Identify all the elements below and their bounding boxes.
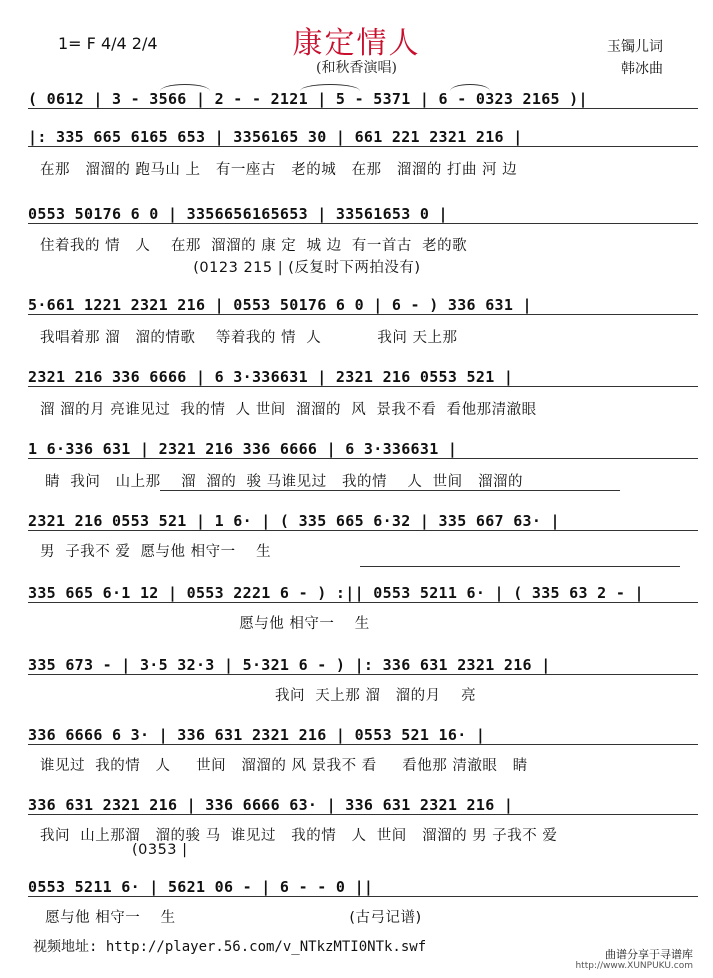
notation-row: ( 0612 | 3 - 3566 | 2 - - 2121 | 5 - 5371 | 6 - 0323 2165 )| bbox=[28, 90, 698, 109]
lyric-row: (0123 215 | (反复时下两拍没有) bbox=[40, 260, 421, 276]
notation-row: 335 673 - | 3·5 32·3 | 5·321 6 - ) |: 336 631 2321 216 | bbox=[28, 656, 698, 675]
slur-mark bbox=[450, 84, 490, 91]
lyricist-credit: 玉镯儿词 bbox=[607, 39, 663, 55]
composer-credit: 韩冰曲 bbox=[621, 61, 663, 77]
notation-row: |: 335 665 6165 653 | 3356165 30 | 661 221 2321 216 | bbox=[28, 128, 698, 147]
lyric-row: 男 子我不 爱 愿与他 相守一 生 bbox=[40, 544, 272, 560]
lyric-row: (0353 | bbox=[40, 842, 188, 858]
notation-row: 2321 216 0553 521 | 1 6· | ( 335 665 6·32 | 335 667 63· | bbox=[28, 512, 698, 531]
slur-mark bbox=[300, 84, 360, 91]
lyric-row: 愿与他 相守一 生 (古弓记谱) bbox=[40, 910, 422, 926]
slur-mark bbox=[160, 84, 210, 91]
lyric-row: 我问 天上那 溜 溜的月 亮 bbox=[40, 688, 477, 704]
volta-bracket-1 bbox=[160, 490, 620, 491]
lyric-row: 我问 山上那溜 溜的骏 马 谁见过 我的情 人 世间 溜溜的 男 子我不 爱 bbox=[40, 828, 558, 844]
lyric-row: 溜 溜的月 亮谁见过 我的情 人 世间 溜溜的 风 景我不看 看他那清澈眼 bbox=[40, 402, 537, 418]
notation-row: 335 665 6·1 12 | 0553 2221 6 - ) :|| 0553 5211 6· | ( 335 63 2 - | bbox=[28, 584, 698, 603]
notation-row: 0553 5211 6· | 5621 06 - | 6 - - 0 || bbox=[28, 878, 698, 897]
notation-row: 2321 216 336 6666 | 6 3·336631 | 2321 216 0553 521 | bbox=[28, 368, 698, 387]
lyric-row: 住着我的 情 人 在那 溜溜的 康 定 城 边 有一首古 老的歌 bbox=[40, 238, 468, 254]
lyric-row: 我唱着那 溜 溜的情歌 等着我的 情 人 我问 天上那 bbox=[40, 330, 458, 346]
song-title: 康定情人 bbox=[292, 26, 421, 61]
site-url[interactable]: http://www.XUNPUKU.com bbox=[575, 961, 693, 971]
lyric-row: 谁见过 我的情 人 世间 溜溜的 风 景我不 看 看他那 清澈眼 睛 bbox=[40, 758, 528, 774]
lyric-row: 在那 溜溜的 跑马山 上 有一座古 老的城 在那 溜溜的 打曲 河 边 bbox=[40, 162, 518, 178]
lyric-row: 睛 我问 山上那 溜 溜的 骏 马谁见过 我的情 人 世间 溜溜的 bbox=[40, 474, 523, 490]
notation-row: 336 6666 6 3· | 336 631 2321 216 | 0553 521 16· | bbox=[28, 726, 698, 745]
notation-row: 336 631 2321 216 | 336 6666 63· | 336 631 2321 216 | bbox=[28, 796, 698, 815]
notation-row: 5·661 1221 2321 216 | 0553 50176 6 0 | 6 - ) 336 631 | bbox=[28, 296, 698, 315]
share-note: 曲谱分享于寻谱库 bbox=[605, 948, 693, 961]
notation-row: 1 6·336 631 | 2321 216 336 6666 | 6 3·336631 | bbox=[28, 440, 698, 459]
notation-row: 0553 50176 6 0 | 3356656165653 | 33561653 0 | bbox=[28, 205, 698, 224]
video-link[interactable]: 视频地址: http://player.56.com/v_NTkzMTI0NTk.swf bbox=[33, 939, 427, 955]
key-signature: 1= F 4/4 2/4 bbox=[58, 34, 158, 53]
song-subtitle: (和秋香演唱) bbox=[316, 60, 397, 76]
volta-bracket-2 bbox=[360, 566, 680, 567]
lyric-row: 愿与他 相守一 生 bbox=[40, 616, 370, 632]
